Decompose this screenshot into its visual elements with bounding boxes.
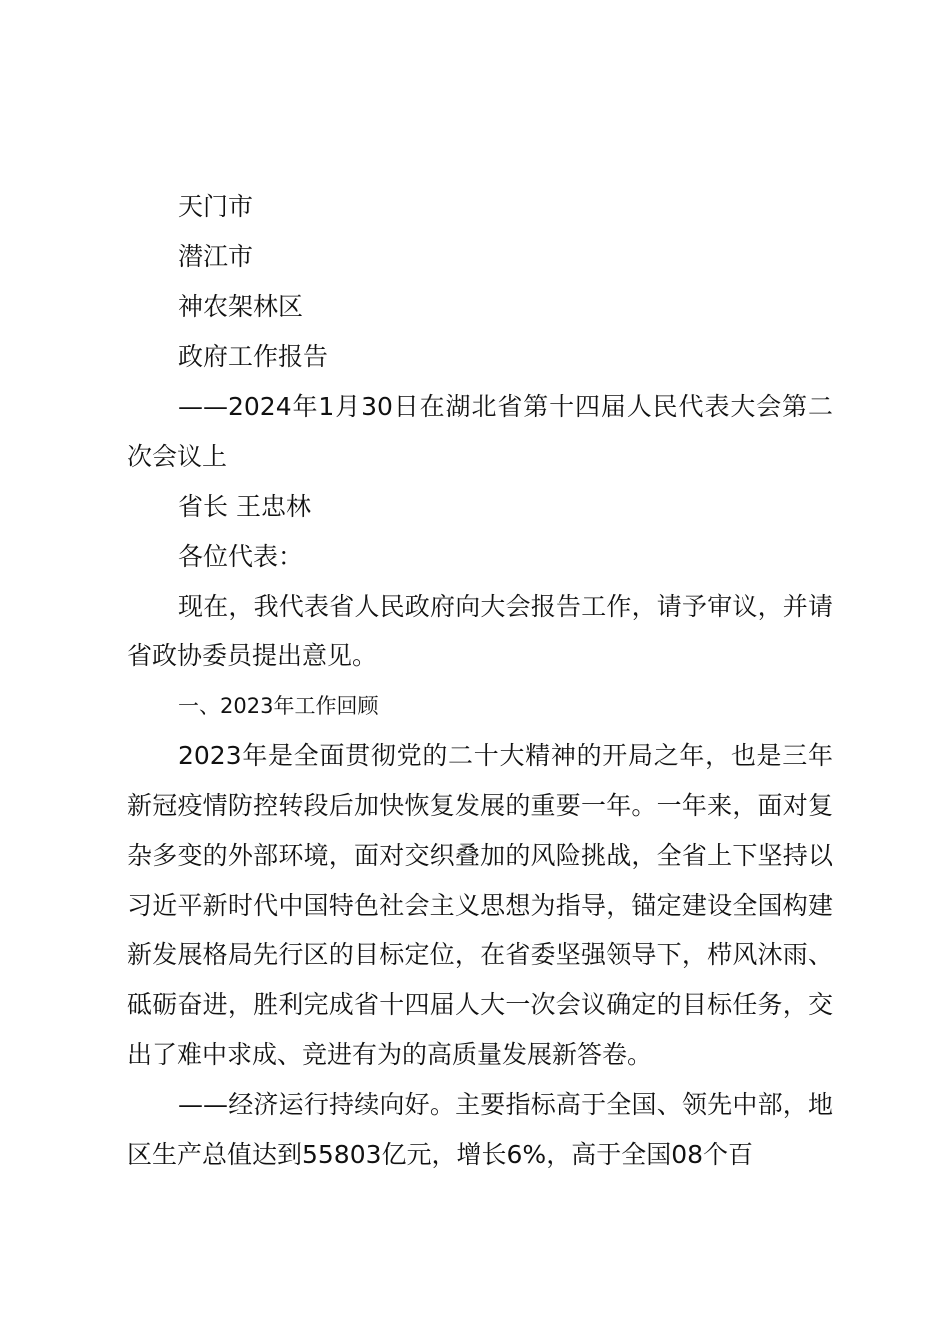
report-title: 政府工作报告: [178, 342, 329, 371]
speaker-line: 省长 王忠林: [178, 491, 311, 521]
section-heading: 一、2023年工作回顾: [178, 694, 379, 719]
city-line-tianmen: 天门市: [178, 192, 254, 221]
report-subtitle: ——2024年1月30日在湖北省第十四届人民代表大会第二次会议上: [127, 392, 833, 471]
district-line-shennongjia: 神农架林区: [178, 292, 304, 321]
body-paragraph-1: 2023年是全面贯彻党的二十大精神的开局之年，也是三年新冠疫情防控转段后加快恢复发展的重要一年。一年来，面对复杂多变的外部环境，面对交织叠加的风险挑战，全省上下坚持以习近平新时代中国特色社会主义思想为指导，锚定建设全国构建新发展格局先行区的目标定位，在省委坚强领导下，栉风沐雨、砥砺奋进，胜利完成省十四届人大一次会议确定的目标任务，交出了难中求成、竞进有为的高质量发展新答卷。: [127, 741, 833, 1069]
city-line-qianjiang: 潜江市: [178, 242, 254, 271]
body-paragraph-2: ——经济运行持续向好。主要指标高于全国、领先中部，地区生产总值达到55803亿元，增长6%，高于全国08个百: [127, 1089, 833, 1169]
intro-paragraph: 现在，我代表省人民政府向大会报告工作，请予审议，并请省政协委员提出意见。: [127, 591, 833, 671]
salutation: 各位代表：: [178, 541, 304, 571]
document-body: [127, 182, 833, 1179]
